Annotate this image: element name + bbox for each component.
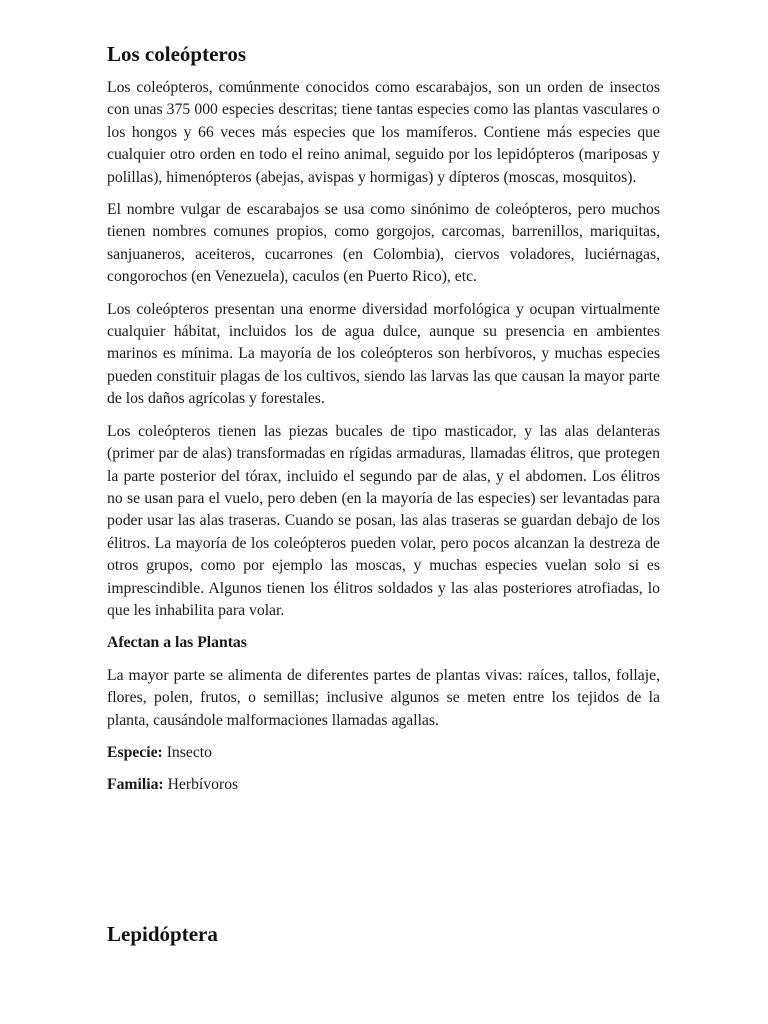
section-title-lepidoptera: Lepidóptera [107, 922, 218, 946]
paragraph-plants: La mayor parte se alimenta de diferentes partes de plantas vivas: raíces, tallos, follaje, flores, polen, frutos, o semillas; inclusive algunos se meten entre los tejidos de la planta, causándole malformaciones llamadas agallas. [107, 666, 660, 729]
field-especie-label: Especie: [107, 743, 163, 761]
field-familia-value: Herbívoros [163, 776, 239, 794]
paragraph-intro: Los coleópteros, comúnmente conocidos como escarabajos, son un orden de insectos con unas 375 000 especies descritas; tiene tantas especies como las plantas vasculares o los hongos y 66 veces más especies que los mamíferos. Contiene más especies que cualquier otro orden en todo el reino animal, seguido por los lepidópteros (mariposas y polillas), himenópteros (abejas, avispas y hormigas) y dípteros (moscas, mosquitos). [107, 79, 660, 186]
section-title: Los coleópteros [107, 42, 247, 66]
paragraph-diversity: Los coleópteros presentan una enorme diversidad morfológica y ocupan virtualmente cualquier hábitat, incluidos los de agua dulce, aunque su presencia en ambientes marinos es mínima. La mayoría de los coleópteros son herbívoros, y muchas especies pueden constituir plagas de los cultivos, siendo las larvas las que causan la mayor parte de los daños agrícolas y forestales. [107, 300, 660, 408]
paragraph-anatomy: Los coleópteros tienen las piezas bucales de tipo masticador, y las alas delanteras (primer par de alas) transformadas en rígidas armaduras, llamadas élitros, que protegen la parte posterior del tórax, incluido el segundo par de alas, y el abdomen. Los élitros no se usan para el vuelo, pero deben (en la mayoría de las especies) ser levantadas para poder usar las alas traseras. Cuando se posan, las alas traseras se guardan debajo de los élitros. La mayoría de los coleópteros pueden volar, pero pocos alcanzan la destreza de otros grupos, como por ejemplo las moscas, y muchas especies vuelan solo si es imprescindible. Algunos tienen los élitros soldados y las alas posteriores atrofiadas, lo que les inhabilita para volar. [107, 422, 660, 619]
field-especie-value: Insecto [162, 743, 212, 761]
subheading-plants: Afectan a las Plantas [107, 634, 247, 652]
paragraph-common-names: El nombre vulgar de escarabajos se usa como sinónimo de coleópteros, pero muchos tienen nombres comunes propios, como gorgojos, carcomas, barrenillos, mariquitas, sanjuaneros, aceiteros, cucarrones (en Colombia), ciervos voladores, luciérnagas, congorochos (en Venezuela), caculos (en Puerto Rico), etc. [107, 201, 660, 286]
field-familia [107, 774, 660, 796]
document-page [107, 40, 660, 807]
field-especie [107, 742, 660, 764]
field-familia-label: Familia: [107, 776, 164, 794]
